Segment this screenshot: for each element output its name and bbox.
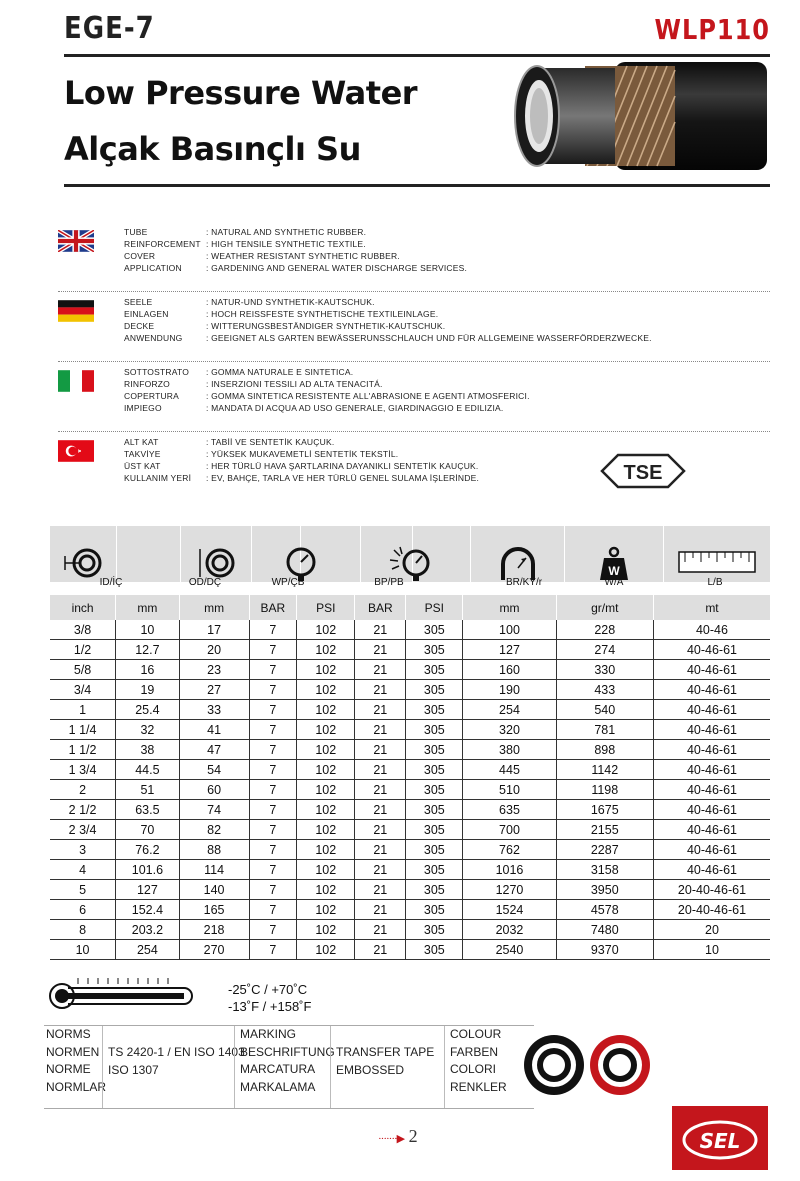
table-row [50,660,770,680]
table-cell: 7 [249,880,297,900]
page-number: ·······▶ 2 [378,1126,418,1146]
table-row [50,820,770,840]
table-cell: 102 [297,820,355,840]
spec-row-sottostrato: SOTTOSTRATO: GOMMA NATURALE E SINTETICA. [124,366,353,378]
temperature-celsius: -25˚C / +70˚C [228,982,308,997]
table-cell: 82 [179,820,249,840]
table-cell: 21 [355,820,406,840]
table-cell: 433 [556,680,653,700]
table-cell: 10 [653,940,770,960]
table-cell: 102 [297,780,355,800]
table-row [50,800,770,820]
table-cell: 41 [179,720,249,740]
table-cell: 70 [116,820,180,840]
table-cell: 102 [297,660,355,680]
table-cell: 47 [179,740,249,760]
table-row [50,700,770,720]
table-cell: 305 [406,620,463,640]
marking-labels: MARKING BESCHRIFTUNG MARCATURA MARKALAMA [240,1027,335,1094]
table-cell: 101.6 [116,860,180,880]
group-label-br: BR/KY/r [505,577,543,588]
table-cell: 305 [406,760,463,780]
table-cell: 19 [116,680,180,700]
tse-certification-mark [598,451,688,491]
table-cell: 190 [463,680,556,700]
table-cell: 305 [406,900,463,920]
spec-row-rinforzo: RINFORZO: INSERZIONI TESSILI AD ALTA TENACITÁ. [124,378,383,390]
table-cell: 1016 [463,860,556,880]
table-cell: 40-46-61 [653,680,770,700]
br-header [470,526,564,582]
table-cell: 102 [297,940,355,960]
unit-cell: BAR [355,595,406,621]
table-cell: 1 3/4 [50,760,116,780]
table-cell: 33 [179,700,249,720]
table-cell: 152.4 [116,900,180,920]
table-cell: 7 [249,760,297,780]
table-cell: 2 [50,780,116,800]
table-cell: 7 [249,840,297,860]
table-row [50,740,770,760]
table-cell: 7480 [556,920,653,940]
table-cell: 4578 [556,900,653,920]
table-cell: 7 [249,720,297,740]
table-cell: 114 [179,860,249,880]
table-cell: 7 [249,940,297,960]
group-label-wa: W/A [604,577,624,588]
table-cell: 228 [556,620,653,640]
table-row [50,720,770,740]
spec-row-cover: COVER: WEATHER RESISTANT SYNTHETIC RUBBER. [124,250,400,262]
table-row [50,840,770,860]
black-ring-icon [524,1035,584,1095]
spec-row-application: APPLICATION: GARDENING AND GENERAL WATER DISCHARGE SERVICES. [124,262,467,274]
table-cell: 274 [556,640,653,660]
table-cell: 21 [355,920,406,940]
table-cell: 305 [406,740,463,760]
table-icon-row [50,526,770,582]
table-row [50,860,770,880]
table-cell: 3158 [556,860,653,880]
table-cell: 40-46-61 [653,820,770,840]
table-row [50,780,770,800]
table-cell: 7 [249,620,297,640]
spec-row-takviye: TAKVİYE: YÜKSEK MUKAVEMETLİ SENTETİK TEKSTİL. [124,448,398,460]
group-label-id: ID/İÇ [99,577,123,588]
table-cell: 140 [179,880,249,900]
table-cell: 25.4 [116,700,180,720]
table-row [50,940,770,960]
table-cell: 21 [355,680,406,700]
table-cell: 6 [50,900,116,920]
table-cell: 102 [297,900,355,920]
table-cell: 2 1/2 [50,800,116,820]
table-cell: 7 [249,820,297,840]
header-rule-bottom [64,184,770,187]
page-title-en: Low Pressure Water [64,74,418,112]
table-cell: 102 [297,720,355,740]
table-cell: 127 [116,880,180,900]
table-cell: 305 [406,940,463,960]
table-cell: 1270 [463,880,556,900]
table-cell: 3/4 [50,680,116,700]
table-cell: 165 [179,900,249,920]
table-cell: 305 [406,920,463,940]
unit-cell: PSI [297,595,355,621]
table-cell: 320 [463,720,556,740]
unit-cell: mm [179,595,249,621]
table-cell: 7 [249,900,297,920]
table-cell: 60 [179,780,249,800]
table-cell: 7 [249,920,297,940]
table-cell: 2155 [556,820,653,840]
table-cell: 100 [463,620,556,640]
table-cell: 102 [297,680,355,700]
norms-box [44,1025,534,1109]
wp-header [301,526,360,582]
table-cell: 254 [463,700,556,720]
table-cell: 2 3/4 [50,820,116,840]
table-cell: 21 [355,760,406,780]
table-cell: 40-46-61 [653,700,770,720]
table-cell: 51 [116,780,180,800]
table-cell: 1524 [463,900,556,920]
table-cell: 40-46-61 [653,760,770,780]
spec-row-copertura: COPERTURA: GOMMA SINTETICA RESISTENTE ALL'ABRASIONE E AGENTI ATMOSFERICI. [124,390,530,402]
table-cell: 40-46-61 [653,860,770,880]
table-cell: 762 [463,840,556,860]
group-label-bp: BP/PB [374,577,404,588]
table-cell: 700 [463,820,556,840]
table-cell: 2540 [463,940,556,960]
temperature-fahrenheit: -13˚F / +158˚F [228,999,312,1014]
norms-labels: NORMS NORMEN NORME NORMLAR [46,1027,107,1094]
table-cell: 63.5 [116,800,180,820]
table-cell: 254 [116,940,180,960]
units-row [50,595,770,621]
table-cell: 40-46 [653,620,770,640]
table-cell: 635 [463,800,556,820]
spec-row-impiego: IMPIEGO: MANDATA DI ACQUA AD USO GENERALE, GIARDINAGGIO E EDILIZIA. [124,402,503,414]
table-cell: 540 [556,700,653,720]
table-cell: 40-46-61 [653,660,770,680]
table-cell: 38 [116,740,180,760]
spec-row-kullanim-yeri: KULLANIM YERİ: EV, BAHÇE, TARLA VE HER TÜRLÜ GENEL SULAMA İŞLERİNDE. [124,472,479,484]
table-cell: 305 [406,640,463,660]
table-cell: 40-46-61 [653,720,770,740]
table-cell: 898 [556,740,653,760]
table-cell: 7 [249,660,297,680]
table-cell: 27 [179,680,249,700]
table-cell: 102 [297,880,355,900]
spec-row-anwendung: ANWENDUNG: GEEIGNET ALS GARTEN BEWÄSSERUNSSCHLAUCH UND FÜR ALLGEMEINE WASSERFÖRDERZWECKE. [124,332,652,344]
table-cell: 9370 [556,940,653,960]
table-cell: 7 [249,860,297,880]
tse-mark-text: TSE [623,462,663,484]
table-cell: 445 [463,760,556,780]
table-cell: 305 [406,820,463,840]
table-cell: 102 [297,760,355,780]
table-cell: 40-46-61 [653,780,770,800]
group-label-lb: L/B [707,577,723,588]
table-cell: 160 [463,660,556,680]
italian-flag-icon [58,370,94,392]
table-cell: 270 [179,940,249,960]
table-cell: 44.5 [116,760,180,780]
table-row [50,640,770,660]
group-label-od: OD/DÇ [188,577,222,588]
thermometer-icon [44,976,194,1016]
table-cell: 12.7 [116,640,180,660]
marking-values: TRANSFER TAPE EMBOSSED [336,1045,435,1077]
table-cell: 5/8 [50,660,116,680]
table-cell: 20-40-46-61 [653,900,770,920]
table-cell: 380 [463,740,556,760]
table-cell: 305 [406,800,463,820]
unit-cell: mt [653,595,770,621]
table-cell: 4 [50,860,116,880]
red-ring-icon [590,1035,650,1095]
table-cell: 3950 [556,880,653,900]
unit-cell: mm [463,595,556,621]
table-cell: 102 [297,740,355,760]
norms-standards: TS 2420-1 / EN ISO 1403 ISO 1307 [108,1045,245,1077]
data-table [50,594,770,960]
table-cell: 21 [355,940,406,960]
table-cell: 21 [355,900,406,920]
table-cell: 8 [50,920,116,940]
table-cell: 218 [179,920,249,940]
table-cell: 21 [355,800,406,820]
table-cell: 54 [179,760,249,780]
group-label-wp: WP/ÇB [271,577,305,588]
table-cell: 1 [50,700,116,720]
arrow-icon: ·······▶ [378,1133,405,1145]
table-cell: 40-46-61 [653,800,770,820]
table-cell: 7 [249,700,297,720]
spec-row-alt-kat: ALT KAT: TABİİ VE SENTETİK KAUÇUK. [124,436,334,448]
spec-block-en [58,222,770,292]
bp-header [412,526,470,582]
table-cell: 5 [50,880,116,900]
table-cell: 32 [116,720,180,740]
svg-text:SEL: SEL [699,1129,741,1153]
table-cell: 20-40-46-61 [653,880,770,900]
table-cell: 305 [406,660,463,680]
table-cell: 102 [297,840,355,860]
table-cell: 305 [406,780,463,800]
unit-cell: gr/mt [556,595,653,621]
table-cell: 1 1/4 [50,720,116,740]
table-cell: 510 [463,780,556,800]
id-header [50,526,116,582]
page-title-tr: Alçak Basınçlı Su [64,130,361,168]
table-cell: 88 [179,840,249,860]
table-cell: 781 [556,720,653,740]
table-cell: 1675 [556,800,653,820]
german-flag-icon [58,300,94,322]
table-cell: 40-46-61 [653,640,770,660]
table-cell: 17 [179,620,249,640]
table-cell: 305 [406,880,463,900]
od-header [181,526,252,582]
table-cell: 20 [653,920,770,940]
unit-cell: BAR [249,595,297,621]
spec-row-einlagen: EINLAGEN: HOCH REISSFESTE SYNTHETISCHE TEXTILEINLAGE. [124,308,438,320]
specification-table [50,526,770,582]
turkish-flag-icon [58,440,94,462]
table-cell: 1/2 [50,640,116,660]
table-cell: 21 [355,720,406,740]
table-cell: 23 [179,660,249,680]
table-row [50,680,770,700]
table-cell: 102 [297,620,355,640]
table-cell: 21 [355,740,406,760]
column-group-labels [50,577,770,591]
table-cell: 21 [355,620,406,640]
product-code: WLP110 [654,13,770,47]
table-cell: 102 [297,800,355,820]
table-cell: 305 [406,720,463,740]
table-cell: 21 [355,660,406,680]
colour-swatches [520,1030,660,1100]
table-cell: 74 [179,800,249,820]
wa-header [565,526,664,582]
table-cell: 203.2 [116,920,180,940]
table-cell: 21 [355,860,406,880]
table-row [50,760,770,780]
table-cell: 21 [355,880,406,900]
table-row [50,900,770,920]
table-cell: 1 1/2 [50,740,116,760]
table-cell: 1142 [556,760,653,780]
lb-header [663,526,770,582]
table-cell: 7 [249,800,297,820]
table-cell: 21 [355,700,406,720]
table-row [50,620,770,640]
sel-logo [672,1106,768,1170]
spec-block-it [58,362,770,432]
table-cell: 127 [463,640,556,660]
uk-flag-icon [58,230,94,252]
table-cell: 7 [249,680,297,700]
hose-cutaway-image [505,56,767,184]
table-cell: 102 [297,920,355,940]
weight-letter: W [608,564,620,578]
table-cell: 21 [355,840,406,860]
table-cell: 305 [406,680,463,700]
table-cell: 305 [406,840,463,860]
colour-labels: COLOUR FARBEN COLORI RENKLER [450,1027,507,1094]
table-cell: 10 [116,620,180,640]
table-cell: 10 [50,940,116,960]
table-cell: 2032 [463,920,556,940]
table-row [50,920,770,940]
table-cell: 330 [556,660,653,680]
table-cell: 3/8 [50,620,116,640]
spec-row-ust-kat: ÜST KAT: HER TÜRLÜ HAVA ŞARTLARINA DAYANIKLI SENTETİK KAUÇUK. [124,460,478,472]
table-cell: 1198 [556,780,653,800]
table-cell: 102 [297,700,355,720]
table-cell: 20 [179,640,249,660]
unit-cell: inch [50,595,116,621]
table-cell: 21 [355,640,406,660]
spec-row-decke: DECKE: WITTERUNGSBESTÄNDIGER SYNTHETIK-KAUTSCHUK. [124,320,445,332]
table-cell: 76.2 [116,840,180,860]
spec-row-reinforcement: REINFORCEMENT: HIGH TENSILE SYNTHETIC TEXTILE. [124,238,366,250]
table-cell: 7 [249,640,297,660]
table-cell: 102 [297,640,355,660]
table-cell: 102 [297,860,355,880]
table-cell: 16 [116,660,180,680]
table-row [50,880,770,900]
spec-row-seele: SEELE: NATUR-UND SYNTHETIK-KAUTSCHUK. [124,296,375,308]
table-cell: 21 [355,780,406,800]
table-cell: 7 [249,740,297,760]
table-cell: 3 [50,840,116,860]
table-cell: 305 [406,700,463,720]
unit-cell: PSI [406,595,463,621]
table-cell: 305 [406,860,463,880]
spec-row-tube: TUBE: NATURAL AND SYNTHETIC RUBBER. [124,226,366,238]
spec-block-de [58,292,770,362]
table-cell: 40-46-61 [653,740,770,760]
unit-cell: mm [116,595,180,621]
table-cell: 40-46-61 [653,840,770,860]
series-label: EGE-7 [64,11,155,47]
table-cell: 7 [249,780,297,800]
table-cell: 2287 [556,840,653,860]
